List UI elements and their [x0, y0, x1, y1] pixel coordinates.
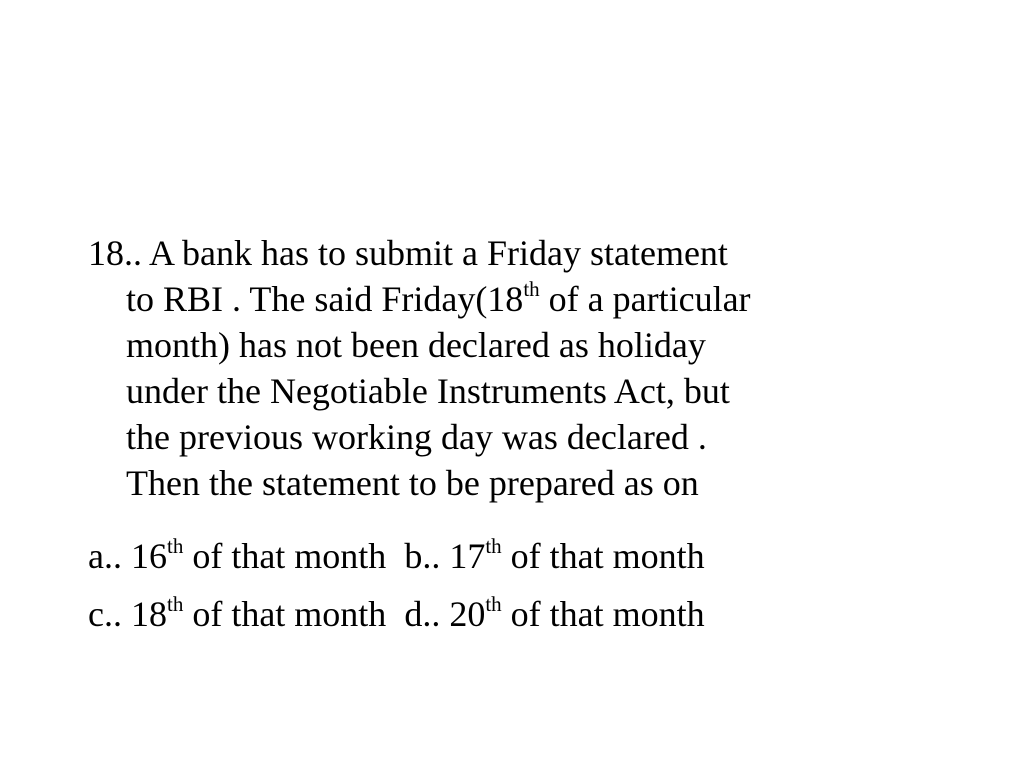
- option-d-superscript: th: [485, 592, 502, 616]
- option-d: [404, 594, 704, 634]
- question-text: [88, 230, 948, 506]
- question-line-5: the previous working day was declared .: [126, 417, 707, 457]
- question-line-2: [88, 276, 948, 322]
- question-line-2-text: to RBI . The said Friday(18: [126, 279, 524, 319]
- option-a: [88, 536, 386, 576]
- options-row-1: [88, 533, 948, 579]
- option-a-prefix: a.. 16: [88, 536, 167, 576]
- option-d-suffix: of that month: [501, 594, 705, 634]
- question-line-2-superscript: th: [523, 277, 540, 301]
- question-line-1: 18.. A bank has to submit a Friday statement: [88, 233, 728, 273]
- answer-options: [88, 533, 948, 649]
- question-line-3: month) has not been declared as holiday: [126, 325, 706, 365]
- options-row-2: [88, 591, 948, 637]
- option-c: [88, 594, 386, 634]
- option-a-superscript: th: [166, 534, 184, 558]
- question-line-6: Then the statement to be prepared as on: [126, 463, 699, 503]
- option-c-prefix: c.. 18: [88, 594, 167, 634]
- option-b-prefix: b.. 17: [404, 536, 486, 576]
- option-b-superscript: th: [485, 534, 502, 558]
- option-b-suffix: of that month: [501, 536, 705, 576]
- question-line-2-tail: of a particular: [539, 279, 751, 319]
- option-d-prefix: d.. 20: [404, 594, 486, 634]
- question-line-4: under the Negotiable Instruments Act, but: [126, 371, 730, 411]
- option-c-superscript: th: [166, 592, 184, 616]
- option-a-suffix: of that month: [183, 536, 387, 576]
- option-c-suffix: of that month: [183, 594, 387, 634]
- option-b: [404, 536, 704, 576]
